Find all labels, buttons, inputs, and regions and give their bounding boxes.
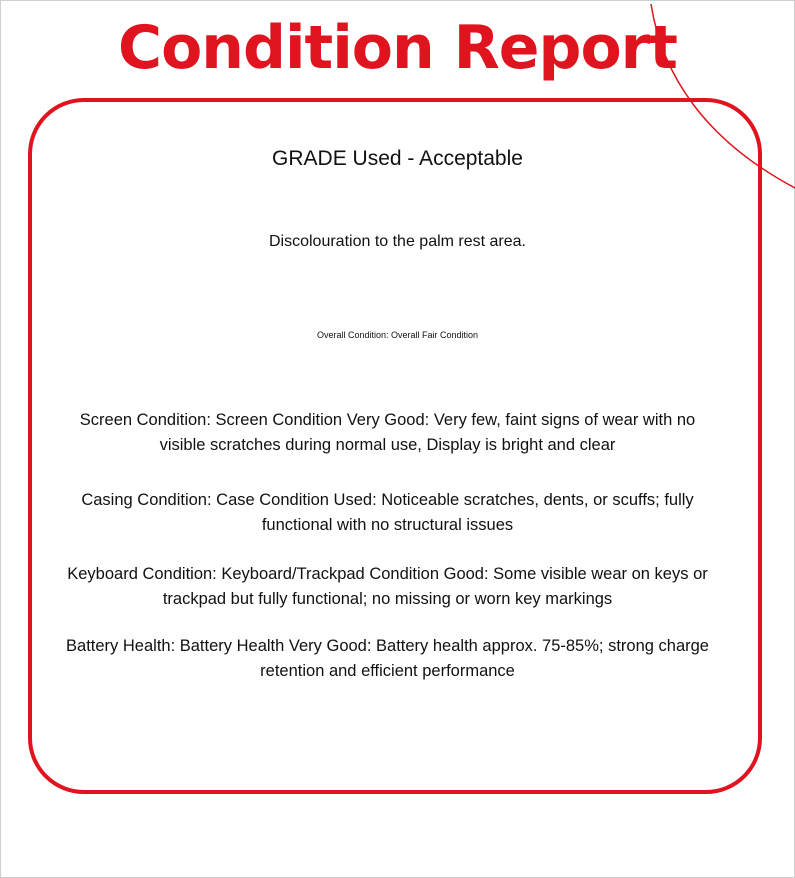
battery-health: Battery Health: Battery Health Very Good: Battery health approx. 75-85%; strong charge retention and efficient performance	[66, 637, 709, 680]
casing-condition: Casing Condition: Case Condition Used: Noticeable scratches, dents, or scuffs; fully functional with no structural issues	[81, 491, 694, 534]
grade-label: GRADE Used - Acceptable	[272, 147, 523, 170]
report-title: Condition Report	[118, 13, 677, 83]
condition-note: Discolouration to the palm rest area.	[268, 233, 526, 250]
overall-condition: Overall Condition: Overall Fair Condition	[316, 330, 479, 340]
keyboard-condition: Keyboard Condition: Keyboard/Trackpad Condition Good: Some visible wear on keys or trackpad but fully functional; no missing or worn key markings	[67, 565, 708, 608]
screen-condition: Screen Condition: Screen Condition Very Good: Very few, faint signs of wear with no visible scratches during normal use, Display is bright and clear	[79, 411, 696, 454]
